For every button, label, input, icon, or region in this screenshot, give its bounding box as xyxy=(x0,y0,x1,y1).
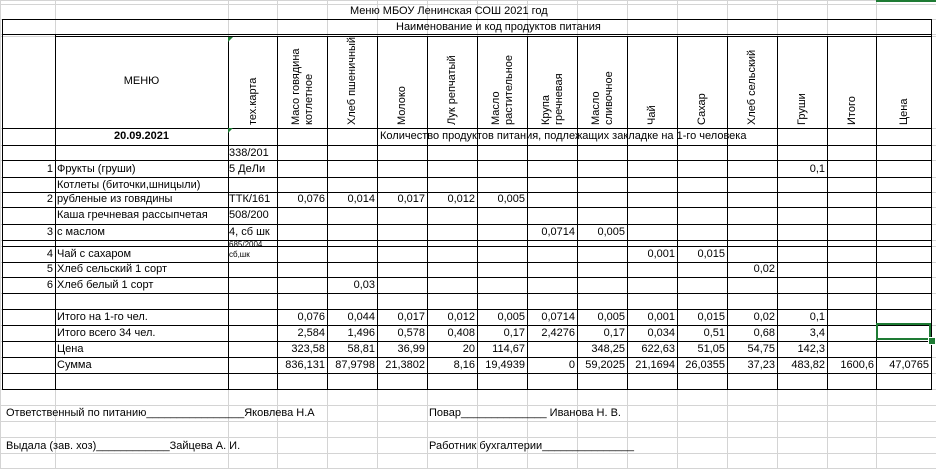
value-cell: 0,0714 xyxy=(541,226,575,238)
border-line xyxy=(2,389,932,390)
row-number: 1 xyxy=(46,163,53,175)
signature-responsible: Ответственный по питанию________________Яковлева Н.А xyxy=(6,407,315,419)
row-number: 3 xyxy=(46,226,53,238)
total-label: Итого на 1-го чел. xyxy=(57,311,148,323)
column-header-8: сливочное xyxy=(602,71,615,125)
dish-name: Хлеб сельский 1 сорт xyxy=(57,263,167,275)
row-number: 6 xyxy=(46,279,53,291)
value-cell: 0,015 xyxy=(697,311,725,323)
value-cell: 483,82 xyxy=(791,359,825,371)
value-cell: 0,408 xyxy=(447,327,475,339)
column-header-6: растительное xyxy=(502,54,515,125)
comment-marker xyxy=(228,128,233,133)
value-cell: 2,584 xyxy=(297,327,325,339)
border-line xyxy=(2,246,932,247)
value-cell: 0,076 xyxy=(297,311,325,323)
signature-issued: Выдала (зав. хоз)____________Зайцева А. И. xyxy=(6,440,241,452)
tech-card: 4, сб шк xyxy=(229,226,270,238)
value-cell: 36,99 xyxy=(397,343,425,355)
column-header-3: Хлеб пшеничный xyxy=(346,36,358,125)
value-cell: 836,131 xyxy=(285,359,325,371)
total-label: Сумма xyxy=(57,359,92,371)
value-cell: 0,015 xyxy=(697,248,725,260)
tech-card: 5 ДеЛи xyxy=(229,163,266,175)
column-header-11: Хлеб сельский xyxy=(746,49,758,125)
border-line xyxy=(2,224,932,225)
value-cell: 0,012 xyxy=(447,311,475,323)
products-title: Наименование и код продуктов питания xyxy=(396,21,601,33)
value-cell: 1,496 xyxy=(347,327,375,339)
border-line xyxy=(2,34,932,35)
value-cell: 0,001 xyxy=(647,248,675,260)
dish-name: с маслом xyxy=(57,226,105,238)
border-line xyxy=(2,145,932,146)
row-number: 4 xyxy=(46,248,53,260)
border-line xyxy=(2,240,932,241)
value-cell: 19,4939 xyxy=(485,359,525,371)
quantity-note: Количество продуктов питания, подлежащих закладке на 1-го человека xyxy=(380,130,747,142)
row-number: 5 xyxy=(46,263,53,275)
date-cell: 20.09.2021 xyxy=(113,130,170,142)
value-cell: 0 xyxy=(568,359,575,371)
value-cell: 0,17 xyxy=(603,327,625,339)
value-cell: 0,005 xyxy=(497,193,525,205)
column-header-2: котлетное xyxy=(302,73,315,125)
row-number: 2 xyxy=(46,193,53,205)
column-header-8: Масло xyxy=(589,91,602,125)
value-cell: 0,012 xyxy=(447,193,475,205)
value-cell: 0,001 xyxy=(647,311,675,323)
border-line xyxy=(2,19,3,390)
total-label: Итого всего 34 чел. xyxy=(57,327,156,339)
value-cell: 0,0714 xyxy=(541,311,575,323)
column-header-4: Молоко xyxy=(396,86,408,125)
column-header-14: Цена xyxy=(897,98,910,125)
value-cell: 0,51 xyxy=(703,327,725,339)
itogo-cell: 1600,6 xyxy=(840,359,874,371)
column-header-12: Груши xyxy=(796,93,808,125)
value-cell: 0,017 xyxy=(397,193,425,205)
column-header-1: тех.карта xyxy=(246,77,259,125)
value-cell: 87,9798 xyxy=(335,359,375,371)
border-line xyxy=(827,36,828,390)
gridline xyxy=(0,453,936,454)
value-cell: 0,02 xyxy=(753,311,775,323)
value-cell: 0,1 xyxy=(809,311,825,323)
value-cell: 0,578 xyxy=(397,327,425,339)
value-cell: 0,017 xyxy=(397,311,425,323)
value-cell: 0,014 xyxy=(347,193,375,205)
dish-name: Каша гречневая рассыпчетая xyxy=(57,209,208,221)
column-header-10: Сахар xyxy=(696,93,708,125)
fill-handle[interactable] xyxy=(928,337,936,345)
total-label: Цена xyxy=(57,343,84,355)
value-cell: 51,05 xyxy=(697,343,725,355)
value-cell: 26,0355 xyxy=(685,359,725,371)
gridline xyxy=(0,421,936,422)
dish-name: Фрукты (груши) xyxy=(57,163,136,175)
value-cell: 0,044 xyxy=(347,311,375,323)
value-cell: 3,4 xyxy=(809,327,825,339)
value-cell: 21,1694 xyxy=(635,359,675,371)
column-header-13: Итого xyxy=(845,96,858,125)
column-header-5: Лук репчатый xyxy=(446,55,458,125)
border-line xyxy=(2,373,932,374)
dish-name: Чай с сахаром xyxy=(57,248,132,260)
comment-marker xyxy=(228,37,233,42)
value-cell: 58,81 xyxy=(347,343,375,355)
value-cell: 20 xyxy=(462,343,475,355)
value-cell: 114,67 xyxy=(492,343,525,355)
value-cell: 59,2025 xyxy=(585,359,625,371)
selection-edge xyxy=(876,0,936,2)
value-cell: 622,63 xyxy=(641,343,675,355)
column-header-7: Крупа xyxy=(539,95,552,125)
border-line xyxy=(2,293,932,294)
dish-name: Хлеб белый 1 сорт xyxy=(57,279,154,291)
value-cell: 0,005 xyxy=(597,311,625,323)
cena-cell: 47,0765 xyxy=(889,359,929,371)
value-cell: 323,58 xyxy=(291,343,325,355)
selected-cell[interactable] xyxy=(876,323,931,340)
value-cell: 21,3802 xyxy=(385,359,425,371)
border-line xyxy=(2,160,932,161)
column-header-9: Чай xyxy=(646,105,658,125)
column-header-7: гречневая xyxy=(552,73,565,125)
value-cell: 2,4276 xyxy=(541,327,575,339)
tech-card: 338/201 xyxy=(229,147,269,159)
dish-name: рубленые из говядины xyxy=(57,193,173,205)
menu-label: МЕНЮ xyxy=(123,75,160,87)
tech-card: 685/2004 xyxy=(229,240,263,249)
gridline xyxy=(0,0,936,1)
tech-card: ТТК/161 xyxy=(229,193,271,205)
gridline xyxy=(0,437,936,438)
signature-accountant: Работник бухгалтерии_______________ xyxy=(429,440,634,452)
value-cell: 0,005 xyxy=(597,226,625,238)
gridline xyxy=(0,0,1,468)
value-cell: 0,1 xyxy=(809,163,825,175)
value-cell: 0,034 xyxy=(647,327,675,339)
column-header-6: Масло xyxy=(489,91,502,125)
column-header-2: Масо говядина xyxy=(289,48,302,125)
value-cell: 0,005 xyxy=(497,311,525,323)
value-cell: 8,16 xyxy=(453,359,475,371)
signature-cook: Повар______________ Иванова Н. В. xyxy=(429,407,621,419)
value-cell: 0,68 xyxy=(753,327,775,339)
value-cell: 0,17 xyxy=(503,327,525,339)
border-line xyxy=(931,19,932,390)
sheet-title: Меню МБОУ Ленинская СОШ 2021 год xyxy=(350,5,548,17)
value-cell: 0,076 xyxy=(297,193,325,205)
value-cell: 0,03 xyxy=(353,279,375,291)
tech-card: 508/200 xyxy=(229,209,269,221)
tech-card: сб,шк xyxy=(229,250,250,259)
value-cell: 142,3 xyxy=(797,343,825,355)
value-cell: 0,02 xyxy=(753,263,775,275)
value-cell: 54,75 xyxy=(747,343,775,355)
border-line xyxy=(55,36,932,37)
value-cell: 37,23 xyxy=(747,359,775,371)
value-cell: 348,25 xyxy=(591,343,625,355)
dish-name: Котлеты (биточки,шницыли) xyxy=(57,179,201,191)
